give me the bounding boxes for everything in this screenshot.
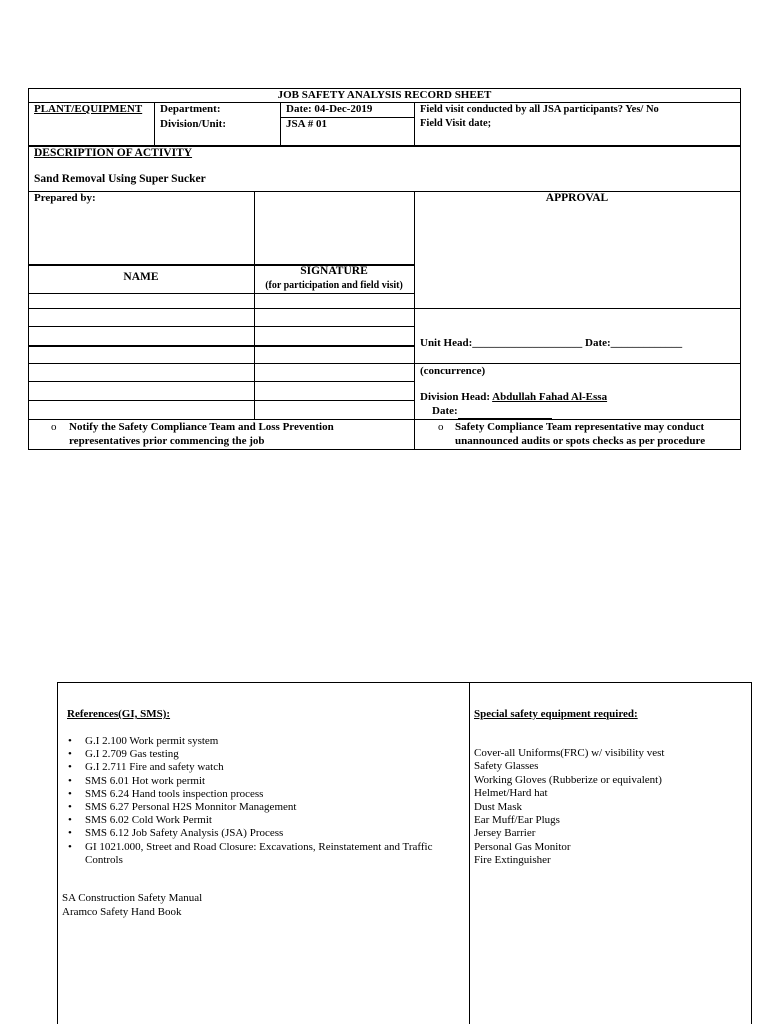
list-item: Cover-all Uniforms(FRC) w/ visibility vest (474, 747, 665, 759)
note-right-line-1: Safety Compliance Team representative may conduct (455, 421, 705, 433)
department-label: Department: (160, 103, 221, 115)
list-item: • SMS 6.27 Personal H2S Monnitor Management (63, 801, 463, 814)
concurrence-label: (concurrence) (420, 365, 486, 377)
field-visit-date: Field Visit date; (420, 118, 492, 129)
list-item: • SMS 6.01 Hot work permit (63, 775, 463, 788)
table-border (740, 88, 741, 450)
prepared-by-label: Prepared by: (34, 192, 96, 204)
plant-equipment-label: PLANT/EQUIPMENT (34, 103, 143, 115)
list-item: Safety Glasses (474, 760, 539, 773)
date-underline (458, 418, 552, 419)
equipment-heading: Special safety equipment required: (474, 708, 638, 720)
list-item: • G.I 2.100 Work permit system (63, 735, 463, 748)
jsa-number: JSA # 01 (286, 118, 327, 130)
signature-header: SIGNATURE (300, 265, 368, 277)
references-heading: References(GI, SMS): (67, 708, 171, 720)
table-line (28, 308, 741, 309)
equipment-list (474, 747, 664, 868)
name-header: NAME (123, 271, 159, 283)
table-border (28, 449, 741, 450)
list-item: Ear Muff/Ear Plugs (474, 814, 560, 827)
list-item: • SMS 6.12 Job Safety Analysis (JSA) Process (63, 827, 463, 840)
division-unit-label: Division/Unit: (160, 118, 227, 130)
table-line (414, 191, 415, 449)
list-item: • SMS 6.02 Cold Work Permit (63, 814, 463, 827)
signature-subheader: (for participation and field visit) (265, 280, 403, 291)
table-border (57, 682, 752, 683)
note-left-line-1: Notify the Safety Compliance Team and Loss Prevention (69, 421, 334, 433)
list-item: Dust Mask (474, 800, 522, 813)
date-field: Date: 04-Dec-2019 (286, 103, 373, 115)
table-border (28, 88, 29, 450)
bullet-marker: o (51, 421, 57, 433)
list-item: • G.I 2.711 Fire and safety watch (63, 761, 463, 774)
table-line (28, 400, 414, 401)
list-item: • G.I 2.709 Gas testing (63, 748, 463, 761)
table-line (414, 102, 415, 145)
table-line (28, 381, 414, 382)
sheet-title: JOB SAFETY ANALYSIS RECORD SHEET (277, 89, 492, 101)
field-visit-question: Field visit conducted by all JSA participants? Yes/ No (420, 104, 659, 115)
table-line (28, 293, 414, 294)
bullet-marker: o (438, 421, 444, 433)
manual-reference: SA Construction Safety Manual (62, 892, 203, 904)
references-list (63, 735, 463, 867)
table-line (28, 419, 741, 420)
list-item: • SMS 6.24 Hand tools inspection process (63, 788, 463, 801)
note-left-line-2: representatives prior commencing the job (69, 435, 265, 447)
list-item: Helmet/Hard hat (474, 787, 548, 800)
table-line (28, 345, 414, 347)
table-line (254, 191, 255, 419)
division-head-name: Abdullah Fahad Al-Essa (492, 391, 608, 403)
table-line (28, 326, 414, 327)
note-right-line-2: unannounced audits or spots checks as per procedure (455, 435, 706, 447)
table-line (28, 363, 741, 364)
list-item: Jersey Barrier (474, 827, 536, 840)
description-text: Sand Removal Using Super Sucker (34, 173, 206, 185)
table-line (280, 102, 281, 145)
table-border (751, 682, 752, 1024)
table-border (57, 682, 58, 1024)
description-heading: DESCRIPTION OF ACTIVITY (34, 147, 193, 159)
list-item: • GI 1021.000, Street and Road Closure: Excavations, Reinstatement and Traffic Controls (63, 841, 463, 867)
list-item: Working Gloves (Rubberize or equivalent) (474, 773, 662, 786)
division-head-date: Date: (432, 405, 458, 417)
unit-head-line: Unit Head:____________________ Date:_____________ (420, 337, 683, 349)
approval-heading: APPROVAL (545, 192, 609, 204)
division-head-label-text: Division Head: (420, 391, 490, 403)
table-line (469, 682, 470, 1024)
list-item: Fire Extinguisher (474, 854, 551, 867)
list-item: Personal Gas Monitor (474, 840, 571, 853)
table-line (154, 102, 155, 145)
manual-reference: Aramco Safety Hand Book (62, 906, 182, 918)
division-head-label (420, 391, 607, 404)
